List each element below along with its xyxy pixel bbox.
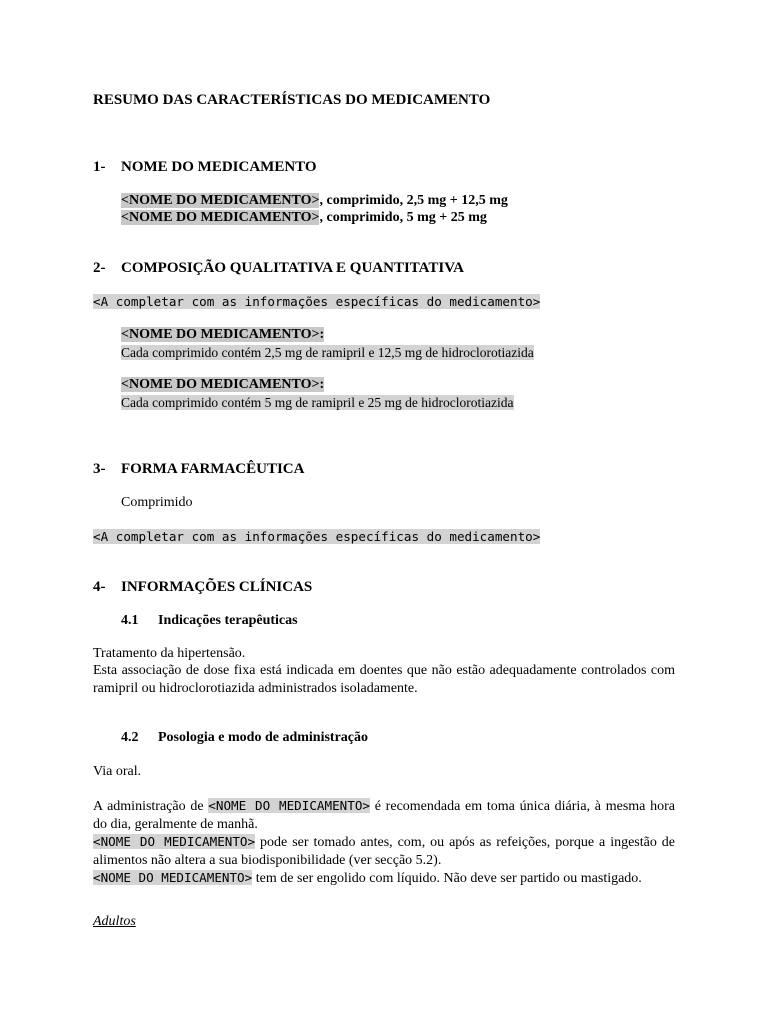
- section-2-number: 2-: [93, 260, 106, 276]
- fill-note-1: [93, 294, 540, 309]
- indication-line-1: Tratamento da hipertensão.: [93, 646, 246, 661]
- route-of-administration: Via oral.: [93, 764, 142, 779]
- name-placeholder: <NOME DO MEDICAMENTO>: [208, 798, 370, 813]
- composition-text-2: [121, 395, 514, 411]
- strength-2: , comprimido, 5 mg + 25 mg: [319, 210, 487, 225]
- composition-text-1: [121, 345, 534, 361]
- subsection-4-1-title: Indicações terapêuticas: [158, 613, 298, 628]
- subsection-4-2-title: Posologia e modo de administração: [158, 730, 368, 745]
- section-3-heading: [93, 461, 304, 478]
- name-placeholder: <NOME DO MEDICAMENTO>: [121, 193, 320, 208]
- name-placeholder: <NOME DO MEDICAMENTO>: [121, 327, 320, 342]
- adults-subheading: Adultos: [93, 914, 136, 929]
- product-name-line-2: [121, 210, 487, 226]
- swallow-text: tem de ser engolido com líquido. Não deve ser partido ou mastigado.: [252, 871, 642, 886]
- section-1-number: 1-: [93, 159, 106, 175]
- fill-note-text: <A completar com as informações específicas do medicamento>: [93, 294, 541, 309]
- section-1-title: NOME DO MEDICAMENTO: [121, 159, 317, 175]
- subsection-4-1-number: 4.1: [121, 613, 139, 628]
- section-3-number: 3-: [93, 461, 106, 477]
- name-placeholder: <NOME DO MEDICAMENTO>: [93, 834, 256, 849]
- section-2-title: COMPOSIÇÃO QUALITATIVA E QUANTITATIVA: [121, 260, 464, 276]
- food-text: pode ser tomado antes, com, ou após as refeições, porque a ingestão de alimentos não altera a sua biodisponibilidade (ver secção 5.2).: [93, 835, 675, 868]
- admin-pre: A administração de: [93, 799, 209, 814]
- section-3-title: FORMA FARMACÊUTICA: [121, 461, 305, 477]
- section-4-number: 4-: [93, 579, 106, 595]
- pharmaceutical-form: Comprimido: [121, 495, 193, 510]
- fill-note-text: <A completar com as informações específicas do medicamento>: [93, 529, 541, 544]
- subsection-4-2-heading: [121, 730, 368, 746]
- name-placeholder: <NOME DO MEDICAMENTO>: [93, 870, 253, 885]
- fill-note-2: [93, 529, 540, 544]
- strength-1: , comprimido, 2,5 mg + 12,5 mg: [319, 193, 508, 208]
- product-name-line-1: [121, 193, 508, 209]
- subsection-4-1-heading: [121, 613, 298, 629]
- subsection-4-2-number: 4.2: [121, 730, 139, 745]
- name-placeholder: <NOME DO MEDICAMENTO>: [121, 210, 320, 225]
- section-4-heading: [93, 579, 312, 596]
- colon: :: [319, 327, 325, 342]
- composition-1: Cada comprimido contém 2,5 mg de ramipril e 12,5 mg de hidroclorotiazida: [121, 345, 534, 360]
- composition-name-1: [121, 327, 324, 343]
- section-1-heading: [93, 159, 317, 176]
- section-4-title: INFORMAÇÕES CLÍNICAS: [121, 579, 313, 595]
- colon: :: [319, 377, 325, 392]
- section-2-heading: [93, 260, 464, 277]
- admin-post: é recomendada em toma única diária, à mesma hora do dia, geralmente de manhã.: [93, 799, 675, 832]
- composition-name-2: [121, 377, 324, 393]
- indication-paragraph: Esta associação de dose fixa está indicada em doentes que não estão adequadamente controlados com ramipril ou hidroclorotiazida administrados isoladamente.: [93, 663, 675, 696]
- name-placeholder: <NOME DO MEDICAMENTO>: [121, 377, 320, 392]
- composition-2: Cada comprimido contém 5 mg de ramipril e 25 mg de hidroclorotiazida: [121, 395, 514, 410]
- document-title: RESUMO DAS CARACTERÍSTICAS DO MEDICAMENTO: [93, 92, 491, 108]
- posology-paragraph: [93, 797, 675, 888]
